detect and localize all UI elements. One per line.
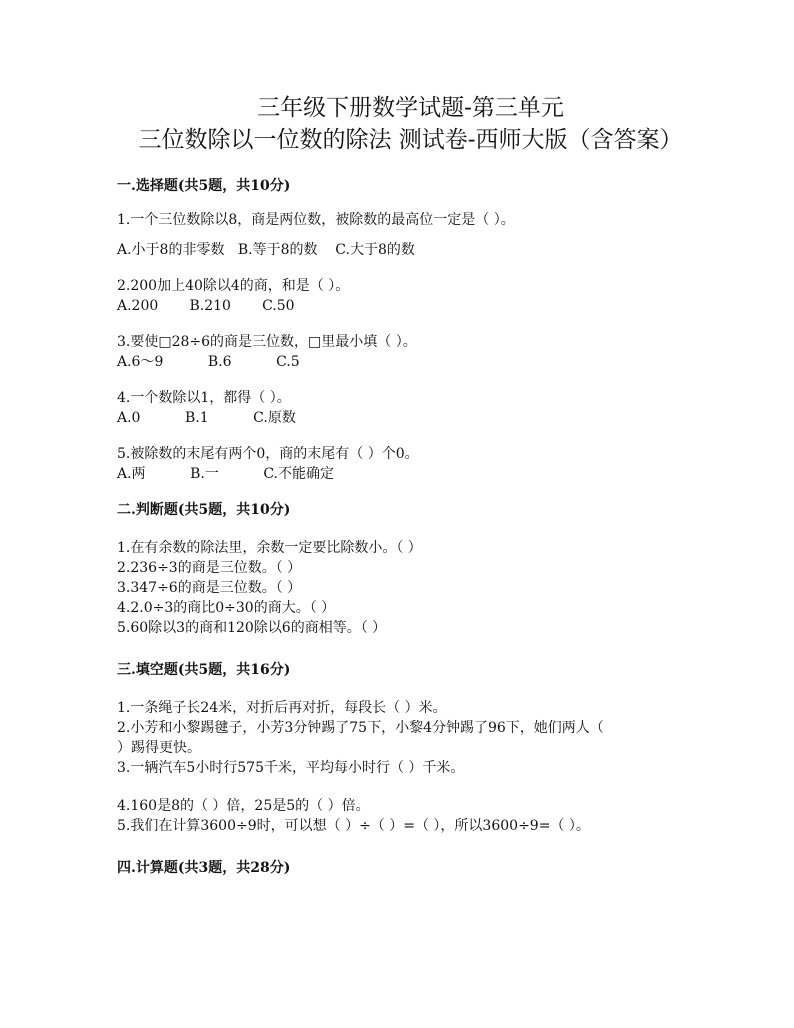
option-a: A.200 [117,298,159,314]
question-1 [117,210,704,260]
option-a: A.0 [117,410,141,426]
option-b: B.6 [207,354,232,370]
option-c: C.50 [262,298,295,314]
list-item: 5.60除以3的商和120除以6的商相等。（ ） [117,620,387,636]
option-b: B.一 [190,466,219,482]
question-options [117,240,704,260]
option-b: B.等于8的数 [237,242,318,258]
option-b: B.1 [184,410,209,426]
list-item: 2.236÷3的商是三位数。（ ） [117,560,302,576]
section-heading-multiple-choice: 一.选择题(共5题，共10分) [117,178,291,194]
option-c: C.大于8的数 [335,242,415,258]
list-item: 5.我们在计算3600÷9时，可以想（ ）÷（ ）=（ ），所以3600÷9=（ ）。 [117,818,590,834]
option-c: C.原数 [253,410,296,426]
question-2 [117,276,704,316]
title-line-1: 三年级下册数学试题-第三单元 [257,95,564,121]
option-a: A.两 [117,466,146,482]
question-options [117,464,704,484]
list-item: 1.在有余数的除法里，余数一定要比除数小。（ ） [117,540,422,556]
question-options [117,296,704,316]
question-text: 5.被除数的末尾有两个0，商的末尾有（ ）个0。 [117,446,419,462]
option-c: C.5 [276,354,300,370]
section-heading-fill-blank: 三.填空题(共5题，共16分) [117,662,291,678]
question-text: 2.200加上40除以4的商，和是（ ）。 [117,278,350,294]
list-item: 4.160是8的（ ）倍，25是5的（ ）倍。 [117,798,370,814]
question-text: 4.一个数除以1，都得（ ）。 [117,390,291,406]
list-item: 3.一辆汽车5小时行575千米，平均每小时行（ ）千米。 [117,760,465,776]
document-title [0,92,794,156]
question-text: 1.一个三位数除以8，商是两位数，被除数的最高位一定是（ ）。 [117,212,515,228]
list-item: 3.347÷6的商是三位数。（ ） [117,580,302,596]
question-4 [117,388,704,428]
option-a: A.小于8的非零数 [117,242,225,258]
list-item: 2.小芳和小黎踢毽子，小芳3分钟踢了75下，小黎4分钟踢了96下，她们两人（ [117,720,604,736]
question-5 [117,444,704,484]
list-item-continued: ）踢得更快。 [117,740,201,756]
question-options [117,352,704,372]
option-a: A.6～9 [117,354,164,370]
question-3 [117,332,704,372]
section-heading-true-false: 二.判断题(共5题，共10分) [117,502,291,518]
question-text: 3.要使□28÷6的商是三位数，□里最小填（ ）。 [117,334,417,350]
true-false-list [117,538,704,638]
option-b: B.210 [189,298,231,314]
section-heading-calculation: 四.计算题(共3题，共28分) [117,860,291,876]
list-item: 1.一条绳子长24米，对折后再对折，每段长（ ）米。 [117,700,447,716]
fill-blank-list [117,698,704,836]
question-options [117,408,704,428]
option-c: C.不能确定 [263,466,335,482]
title-line-2: 三位数除以一位数的除法 测试卷-西师大版（含答案） [138,127,683,153]
list-item: 4.2.0÷3的商比0÷30的商大。（ ） [117,600,336,616]
